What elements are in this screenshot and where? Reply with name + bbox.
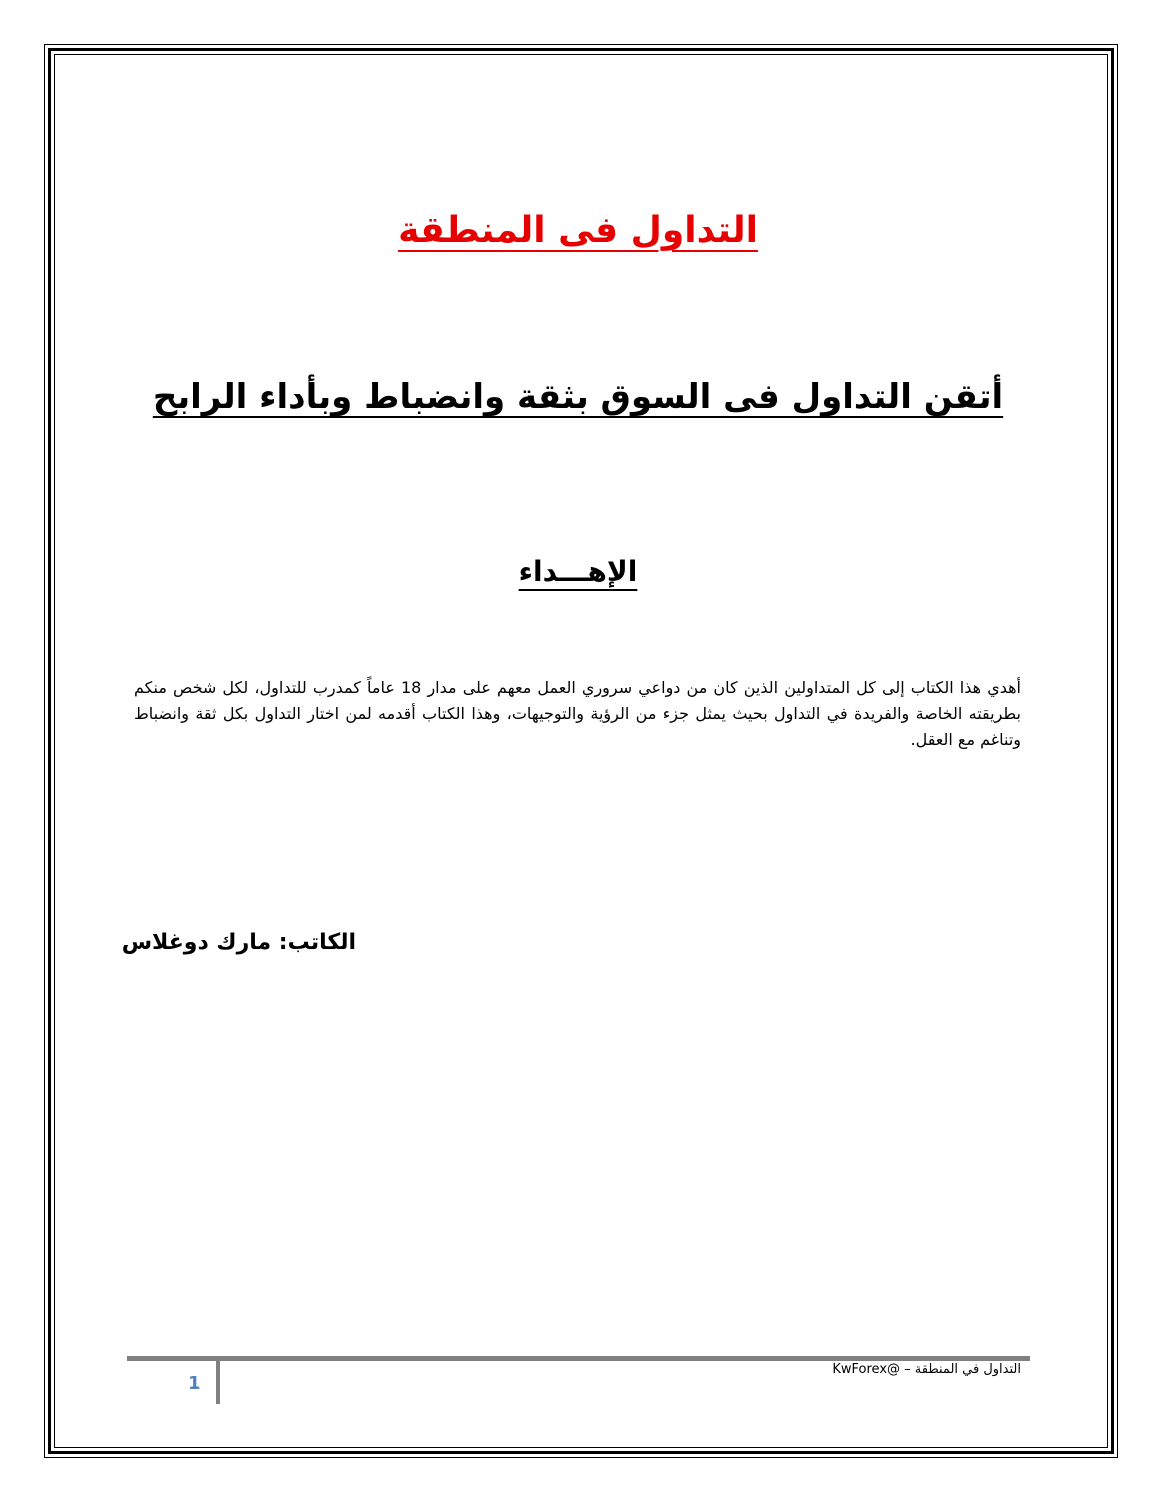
document-subtitle: أتقن التداول فى السوق بثقة وانضباط وبأداء الرابح <box>152 377 1004 417</box>
footer-text: التداول في المنطقة – @KwForex <box>832 1362 1021 1377</box>
footer-divider <box>216 1360 220 1404</box>
page-number: 1 <box>188 1373 201 1394</box>
document-title: التداول فى المنطقة <box>398 210 758 251</box>
author-line: الكاتب: مارك دوغلاس <box>121 930 356 955</box>
dedication-heading: الإهـــداء <box>518 555 638 588</box>
footer-rule <box>127 1356 1030 1361</box>
dedication-paragraph: أهدي هذا الكتاب إلى كل المتداولين الذين كان من دواعي سروري العمل معهم على مدار 18 عاماً كمدرب للتداول، لكل شخص منكم بطريقته الخاصة والفريدة في التداول بحيث يمثل جزء من الرؤية والتوجيهات، وهذا الكتاب أقدمه لمن اختار التداول بكل ثقة وانضباط وتناغم مع العقل. <box>134 678 1022 749</box>
